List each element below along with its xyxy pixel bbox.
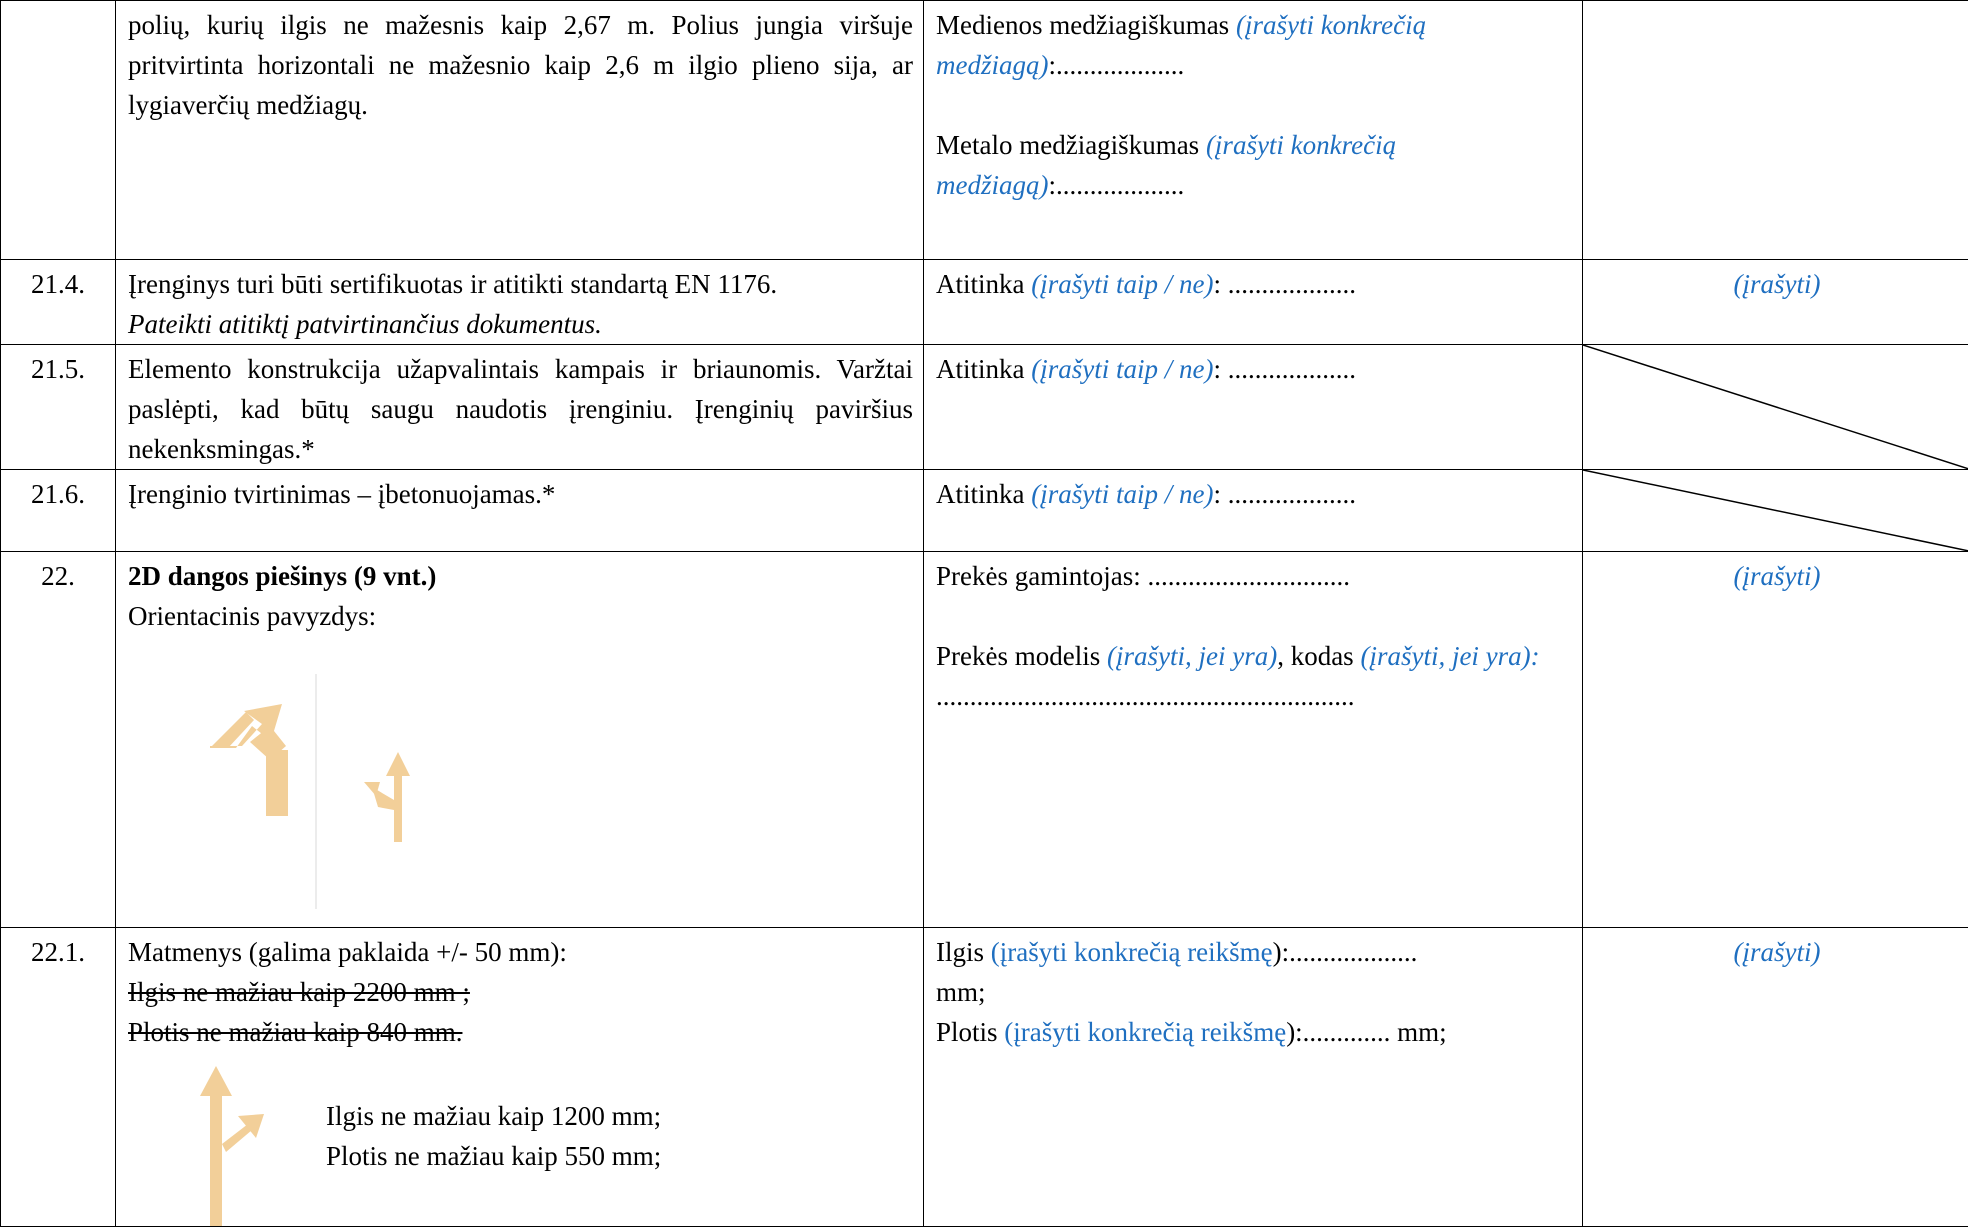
arrow-figure xyxy=(168,664,528,914)
length-unit: mm; xyxy=(936,972,1572,1012)
offer-cell xyxy=(924,928,1583,1227)
table-row xyxy=(1,345,1968,470)
row-number-cell: 22. xyxy=(1,552,116,928)
metal-material-line: Metalo medžiagiškumas (įrašyti konkrečią medžiagą):................... xyxy=(936,125,1572,205)
requirement-cell xyxy=(116,928,924,1227)
table-row xyxy=(1,260,1968,345)
table-row xyxy=(1,1,1968,260)
table-row xyxy=(1,552,1968,928)
offer-cell xyxy=(924,1,1583,260)
dimensions-example-figure xyxy=(128,1066,913,1226)
fill-in-cell: (įrašyti) xyxy=(1583,552,1968,928)
fill-in-cell: (įrašyti) xyxy=(1583,260,1968,345)
requirement-cell xyxy=(116,260,924,345)
requirement-cell xyxy=(116,1,924,260)
straight-left-branch-arrow-icon xyxy=(186,1066,296,1226)
requirement-cell xyxy=(116,552,924,928)
orientation-example-figure xyxy=(128,664,913,914)
crossed-out-cell xyxy=(1583,470,1968,552)
requirement-text: Įrenginys turi būti sertifikuotas ir atitikti standartą EN 1176. xyxy=(128,264,913,304)
min-length-text: Ilgis ne mažiau kaip 1200 mm; xyxy=(326,1096,661,1136)
dimensions-heading: Matmenys (galima paklaida +/- 50 mm): xyxy=(128,932,913,972)
requirement-cell: Elemento konstrukcija užapvalintais kampais ir briaunomis. Varžtai paslėpti, kad būtų saugu naudotis įrenginiu. Įrenginių paviršius nekenksmingas.* xyxy=(116,345,924,470)
requirement-note: Pateikti atitiktį patvirtinančius dokumentus. xyxy=(128,304,913,344)
row-number-cell xyxy=(1,1,116,260)
min-width-text: Plotis ne mažiau kaip 550 mm; xyxy=(326,1136,661,1176)
diagonal-strike-line xyxy=(1583,345,1968,469)
section-title: 2D dangos piešinys (9 vnt.) xyxy=(128,556,913,596)
left-turn-arrow-icon xyxy=(210,704,288,816)
offer-cell: Atitinka (įrašyti taip / ne): ................... xyxy=(924,345,1583,470)
struck-length-text: Ilgis ne mažiau kaip 2200 mm ; xyxy=(128,972,913,1012)
requirement-cell: Įrenginio tvirtinimas – įbetonuojamas.* xyxy=(116,470,924,552)
row-number-cell: 22.1. xyxy=(1,928,116,1227)
table-row xyxy=(1,928,1968,1227)
offer-cell: Atitinka (įrašyti taip / ne): ................... xyxy=(924,470,1583,552)
offer-cell: Atitinka (įrašyti taip / ne): ................... xyxy=(924,260,1583,345)
manufacturer-line: Prekės gamintojas: .............................. xyxy=(936,556,1572,596)
length-line: Ilgis (įrašyti konkrečią reikšmę):................... xyxy=(936,932,1572,972)
diagonal-strike-line xyxy=(1583,470,1968,551)
row-number-cell: 21.6. xyxy=(1,470,116,552)
struck-width-text: Plotis ne mažiau kaip 840 mm. xyxy=(128,1012,913,1052)
fill-in-cell: (įrašyti) xyxy=(1583,928,1968,1227)
row-number-cell: 21.4. xyxy=(1,260,116,345)
straight-right-branch-arrow-icon xyxy=(364,752,410,842)
width-line: Plotis (įrašyti konkrečią reikšmę):............. mm; xyxy=(936,1012,1572,1052)
requirement-text: polių, kurių ilgis ne mažesnis kaip 2,67 m. Polius jungia viršuje pritvirtinta horizontali ne mažesnio kaip 2,6 m ilgio plieno sija, ar lygiaverčių medžiagų. xyxy=(128,10,913,120)
wood-material-line: Medienos medžiagiškumas (įrašyti konkrečią medžiagą):................... xyxy=(936,5,1572,85)
example-caption: Orientacinis pavyzdys: xyxy=(128,596,913,636)
offer-cell xyxy=(924,552,1583,928)
crossed-out-cell xyxy=(1583,345,1968,470)
table-row xyxy=(1,470,1968,552)
note-cell xyxy=(1583,1,1968,260)
model-code-line: Prekės modelis (įrašyti, jei yra), kodas (įrašyti, jei yra): .............................................................. xyxy=(936,636,1572,716)
row-number-cell: 21.5. xyxy=(1,345,116,470)
